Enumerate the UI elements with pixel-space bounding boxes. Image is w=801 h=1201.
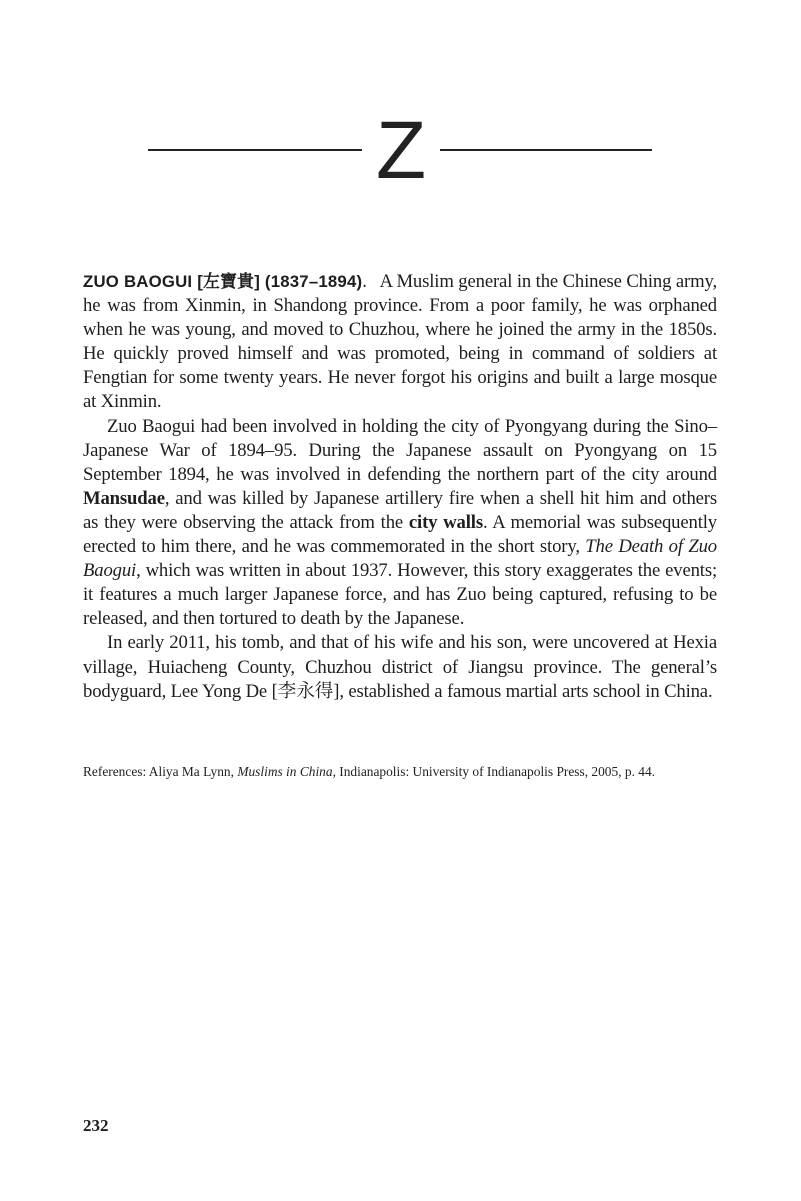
entry-paragraph-1 (83, 270, 717, 415)
paragraph-2-text-d: , which was written in about 1937. However, this story exaggerates the events; it features a much larger Japanese force, and has Zuo being captured, refusing to be released, and then tortured to death by the Japanese. (83, 560, 717, 630)
entry-headword: ZUO BAOGUI [左寶貴] (1837–1894) (83, 272, 363, 291)
references (83, 763, 743, 781)
section-letter: Z (375, 105, 427, 196)
paragraph-1-text: A Muslim general in the Chinese Ching army, he was from Xinmin, in Shandong province. From a poor family, he was orphaned when he was young, and moved to Chuzhou, where he joined the army in the 1850s. He quickly proved himself and was promoted, being in command of soldiers at Fengtian for some twenty years. He never forgot his origins and built a large mosque at Xinmin. (83, 271, 717, 413)
story-title: The Death of Zuo Baogui (83, 536, 717, 582)
cross-reference-city-walls: city walls (408, 511, 483, 533)
references-book-title: Muslims in China (237, 764, 333, 779)
references-suffix: , Indianapolis: University of Indianapolis Press, 2005, p. 44. (332, 764, 656, 779)
cross-reference-mansudae: Mansudae (83, 487, 165, 509)
entry-paragraph-3 (83, 631, 717, 703)
paragraph-2-text-a: Zuo Baogui had been involved in holding the city of Pyongyang during the Sino–Japanese War of 1894–95. During the Japanese assault on Pyongyang on 15 September 1894, he was involved in defending the northern part of the city around (83, 415, 717, 485)
heading-rule-right (440, 149, 652, 151)
references-prefix: References: Aliya Ma Lynn, (83, 764, 238, 779)
headword-punctuation: . (362, 271, 367, 292)
section-heading (0, 105, 801, 196)
paragraph-3-text: In early 2011, his tomb, and that of his wife and his son, were uncovered at Hexia village, Huiacheng County, Chuzhou district of Jiangsu province. The general’s bodyguard, Lee Yong De [李永得], established a famous martial arts school in China. (83, 632, 717, 702)
page-number: 232 (83, 1116, 109, 1135)
entry-paragraph-2 (83, 415, 717, 632)
paragraph-2-text-b: , and was killed by Japanese artillery fire when a shell hit him and others as they were observing the attack from the (83, 487, 717, 533)
heading-rule-left (148, 149, 362, 151)
dictionary-entry (83, 270, 717, 704)
paragraph-2-text-c: . A memorial was subsequently erected to him there, and he was commemorated in the short story, (83, 511, 717, 558)
